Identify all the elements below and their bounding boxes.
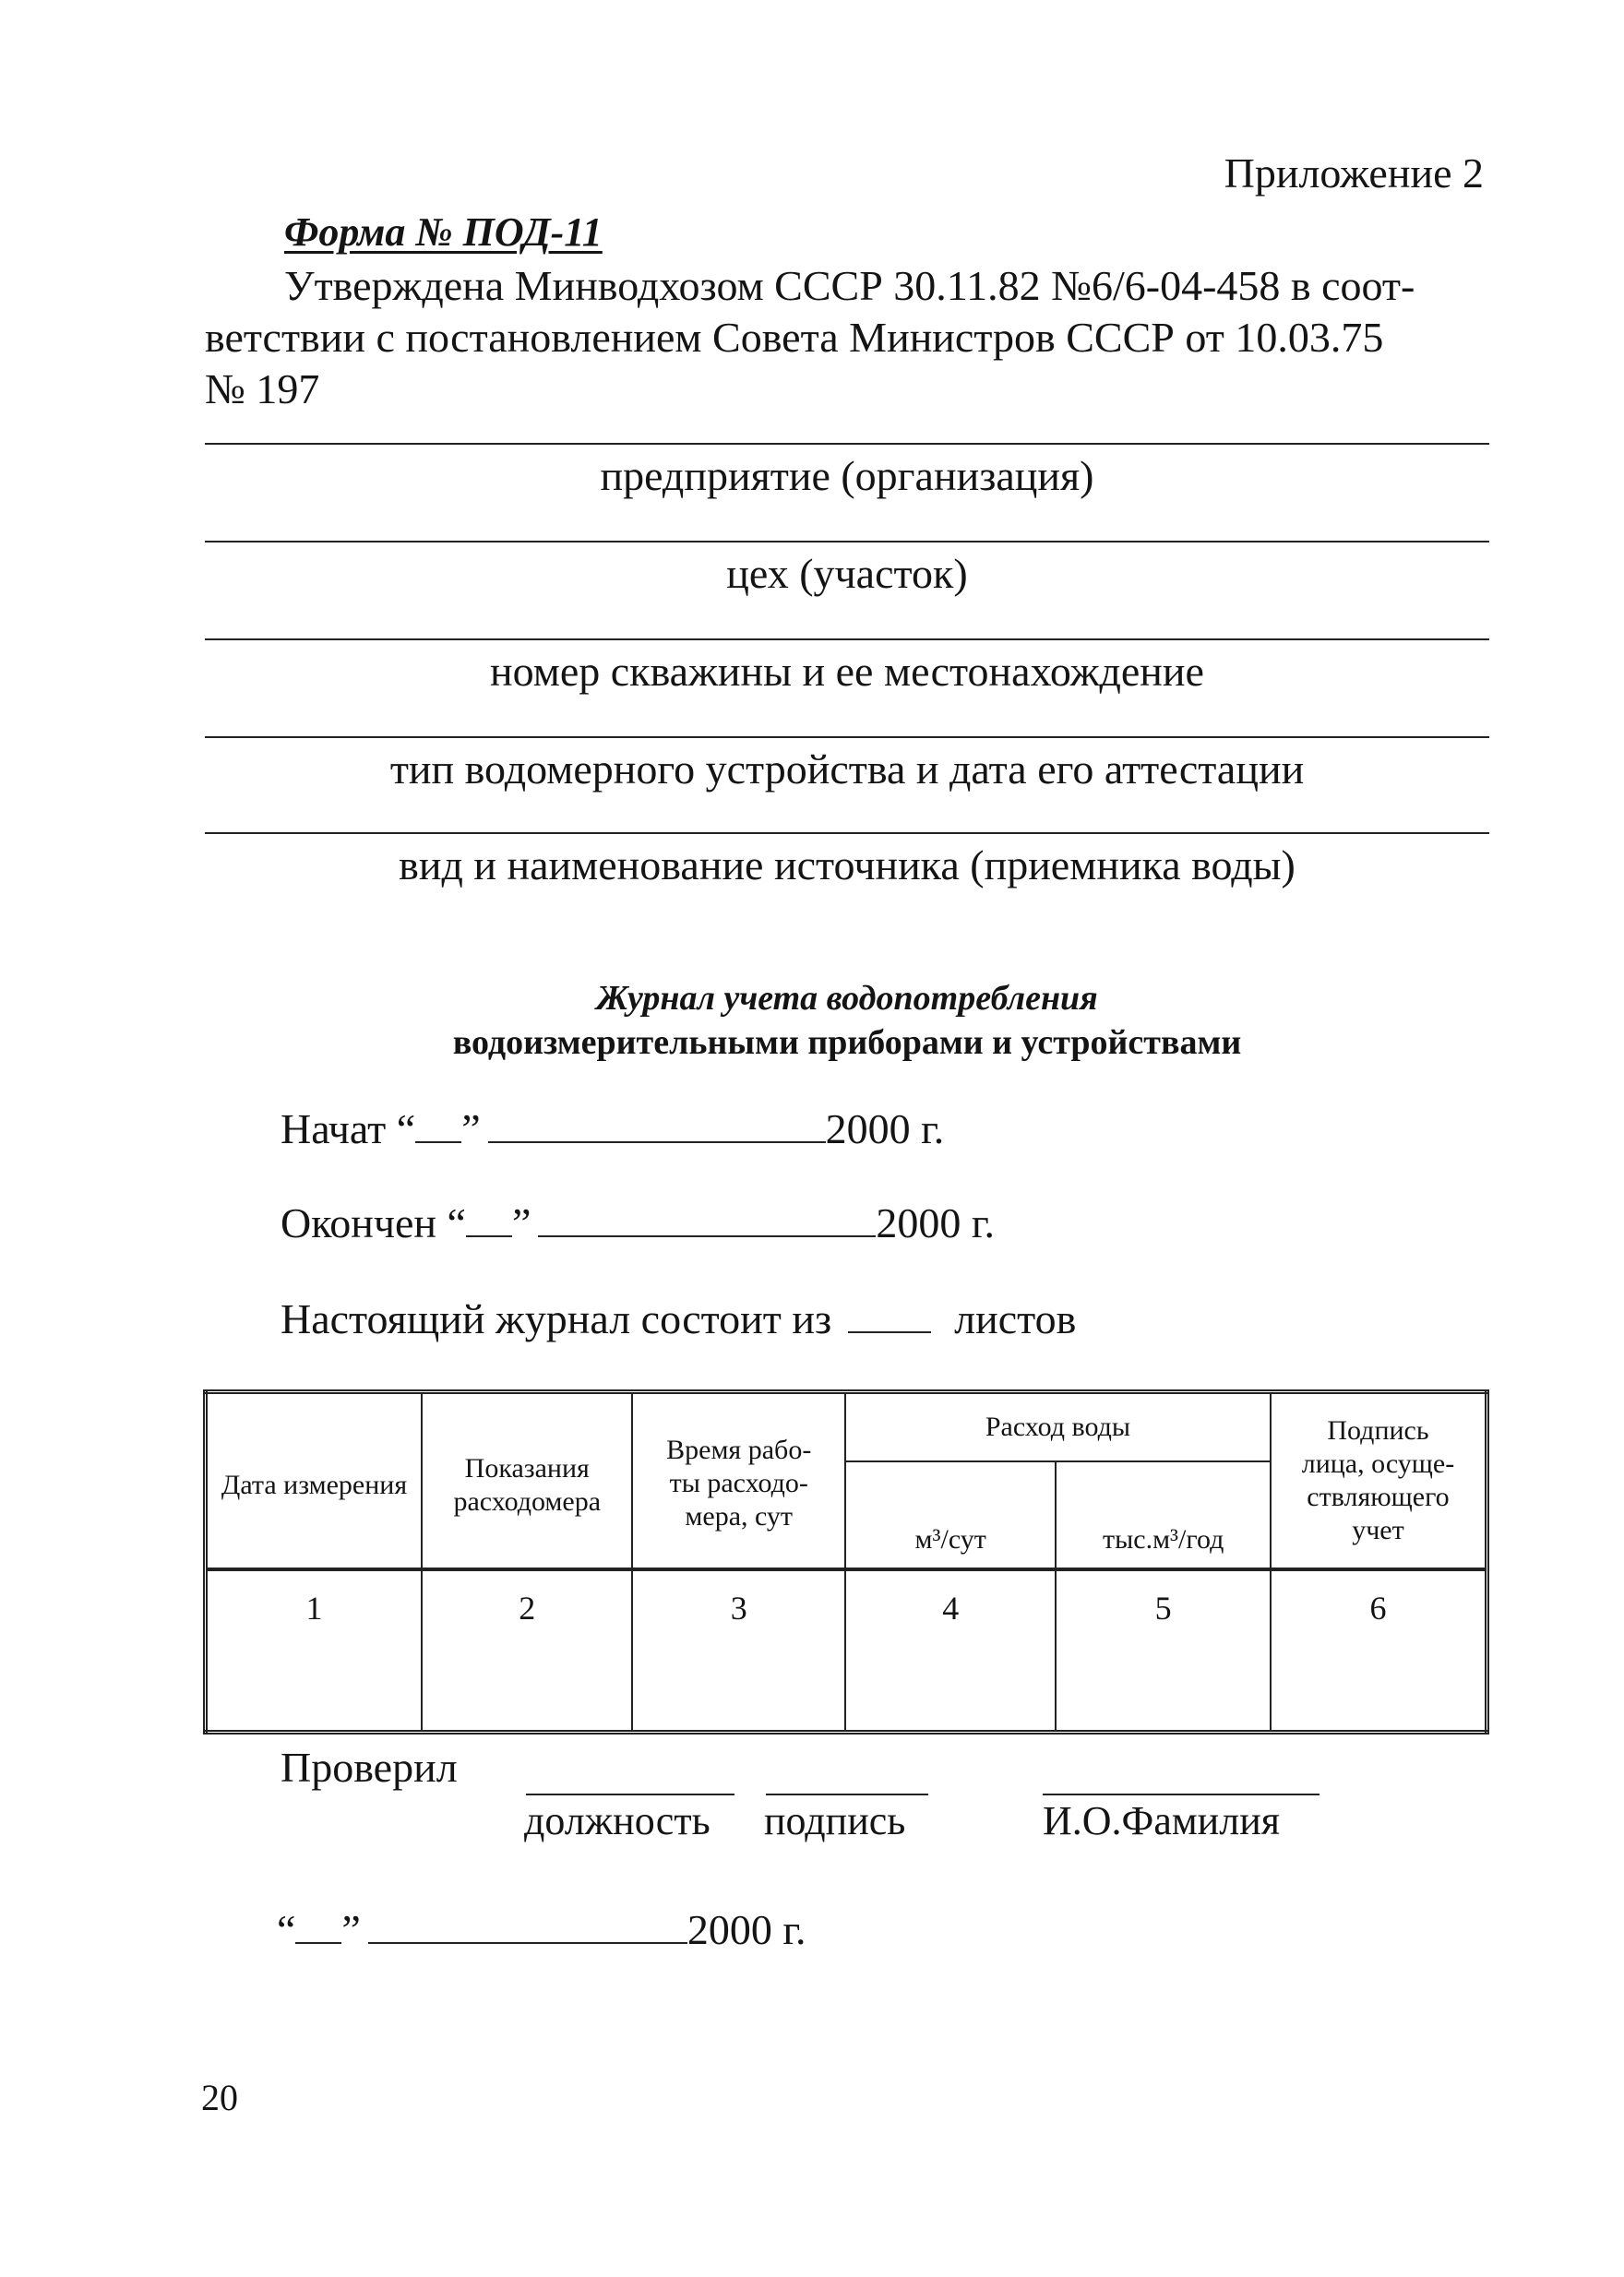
source-caption: вид и наименование источника (приемника воды) <box>399 841 1296 888</box>
name-line[interactable] <box>1043 1794 1320 1795</box>
page-number: 20 <box>201 2077 238 2118</box>
header-runtime <box>632 1392 844 1570</box>
check-date-quote-close: ” <box>341 1906 361 1953</box>
checked-label: Проверил <box>281 1744 458 1791</box>
started-day-blank[interactable] <box>415 1104 461 1143</box>
journal-title-line-1: Журнал учета водопотребления <box>596 979 1098 1018</box>
source-line[interactable] <box>205 832 1489 834</box>
started-row <box>281 1103 944 1155</box>
well-caption: номер скважины и ее местонахождение <box>490 648 1204 695</box>
meter-type-caption: тип водомерного устройства и дата его аттестации <box>389 745 1305 793</box>
started-label: Начат “ <box>281 1105 416 1152</box>
header-signature-line-2: лица, осуще- <box>1301 1448 1455 1479</box>
table-header-row <box>206 1392 1487 1462</box>
table-row <box>206 1569 1487 1733</box>
approval-line-1: Утверждена Минводхозом СССР 30.11.82 №6/6-04-458 в соот- <box>284 262 1415 309</box>
form-number: Форма № ПОД-11 <box>284 209 603 255</box>
col-number-3[interactable]: 3 <box>632 1569 844 1733</box>
position-line[interactable] <box>526 1794 734 1795</box>
journal-title <box>205 976 1489 1065</box>
sheets-label: Настоящий журнал состоит из <box>281 1295 832 1342</box>
name-caption: И.О.Фамилия <box>1043 1798 1280 1843</box>
workshop-line[interactable] <box>205 541 1489 542</box>
started-month-blank[interactable] <box>488 1104 826 1143</box>
col-number-2[interactable]: 2 <box>422 1569 632 1733</box>
header-flow: Расход воды <box>845 1392 1271 1462</box>
col-number-1[interactable]: 1 <box>206 1569 423 1733</box>
finished-month-blank[interactable] <box>538 1198 876 1237</box>
approval-line-2: ветствии с постановлением Совета Министров СССР от 10.03.75 <box>205 314 1384 361</box>
header-readings: Показания расходомера <box>422 1392 632 1570</box>
header-signature-line-4: учет <box>1352 1515 1404 1545</box>
sheets-row <box>281 1293 1076 1345</box>
header-signature-line-1: Подпись <box>1327 1415 1429 1446</box>
sheets-count-blank[interactable] <box>848 1294 931 1333</box>
position-caption: должность <box>524 1798 710 1843</box>
finished-label: Окончен “ <box>281 1199 466 1246</box>
enterprise-line[interactable] <box>205 443 1489 445</box>
appendix-label: Приложение 2 <box>1224 149 1484 197</box>
check-date-year: 2000 г. <box>687 1906 806 1953</box>
check-date-day-blank[interactable] <box>295 1905 341 1944</box>
header-flow-yearly: тыс.м³/год <box>1056 1461 1271 1569</box>
col-number-5[interactable]: 5 <box>1056 1569 1271 1733</box>
workshop-caption: цех (участок) <box>726 550 968 597</box>
header-runtime-line-3: мера, сут <box>685 1501 794 1532</box>
header-signature-line-3: ствляющего <box>1307 1482 1450 1512</box>
finished-row <box>281 1198 995 1249</box>
well-line[interactable] <box>205 638 1489 640</box>
started-quote-close: ” <box>461 1105 481 1152</box>
header-runtime-line-1: Время рабо- <box>666 1435 812 1465</box>
check-date-quote-open: “ <box>277 1906 296 1953</box>
col-number-6[interactable]: 6 <box>1271 1569 1487 1733</box>
journal-title-line-2: водоизмерительными приборами и устройствами <box>452 1023 1242 1062</box>
header-runtime-line-2: ты расходо- <box>669 1468 808 1498</box>
finished-year: 2000 г. <box>876 1199 996 1246</box>
signature-caption: подпись <box>764 1798 906 1843</box>
col-number-4[interactable]: 4 <box>845 1569 1056 1733</box>
started-year: 2000 г. <box>825 1105 945 1152</box>
approval-line-3: № 197 <box>205 365 320 412</box>
header-date: Дата измерения <box>206 1392 423 1570</box>
signature-line[interactable] <box>766 1794 928 1795</box>
check-date-row <box>277 1904 806 1956</box>
approval-note <box>205 260 1487 415</box>
check-date-month-blank[interactable] <box>368 1905 687 1944</box>
header-flow-daily: м³/сут <box>845 1461 1056 1569</box>
sheets-suffix: листов <box>954 1295 1077 1342</box>
meter-type-line[interactable] <box>205 736 1489 738</box>
finished-day-blank[interactable] <box>466 1198 512 1237</box>
enterprise-caption: предприятие (организация) <box>600 452 1094 499</box>
water-consumption-table <box>203 1389 1489 1735</box>
finished-quote-close: ” <box>511 1199 531 1246</box>
header-signature <box>1271 1392 1487 1570</box>
